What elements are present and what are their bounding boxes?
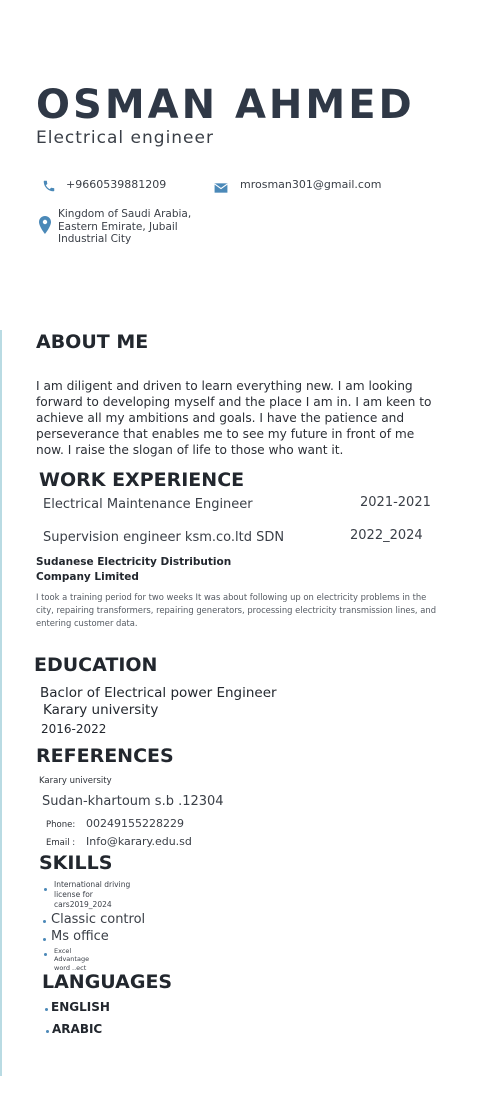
bullet-icon	[44, 953, 47, 956]
skills-heading: SKILLS	[39, 852, 113, 874]
address-line: Kingdom of Saudi Arabia,	[58, 208, 192, 220]
company-line: Company Limited	[36, 571, 139, 583]
reference-phone: 00249155228229	[86, 817, 184, 830]
address-line: Eastern Emirate, Jubail	[58, 220, 178, 233]
skill-line: Advantage	[54, 955, 90, 964]
job-title-2: Supervision engineer ksm.co.ltd SDN	[43, 530, 285, 545]
education-heading: EDUCATION	[34, 654, 158, 676]
skill-item	[54, 880, 164, 910]
reference-address: Sudan-khartoum s.b .12304	[42, 794, 224, 809]
work-description: I took a training period for two weeks It was about following up on electricity problems in the city, repairing transformers, repairing generators, processing electricity transmission lines, and entering customer data.	[36, 592, 437, 628]
language-item: ARABIC	[52, 1022, 103, 1036]
skill-item	[54, 947, 89, 972]
job-title: Electrical engineer	[36, 128, 214, 148]
bullet-icon	[43, 938, 46, 941]
skill-line: word ..ect	[54, 963, 87, 972]
reference-email-label: Email :	[46, 838, 76, 848]
work-heading: WORK EXPERIENCE	[39, 469, 245, 491]
company-name	[36, 555, 231, 585]
bullet-icon	[45, 1008, 48, 1011]
left-divider-line	[0, 330, 2, 1076]
contact-email[interactable]: mrosman301@gmail.com	[240, 178, 382, 191]
skill-item: Ms office	[51, 929, 109, 944]
job-years-2: 2022_2024	[350, 528, 423, 543]
bullet-icon	[46, 1030, 49, 1033]
about-text: I am diligent and driven to learn everything new. I am looking forward to developing myself and the place I am in. I am keen to achieve all my ambitions and goals. I have the patience and perseverance that enables me to see my future in front of me now. I raise the slogan of life to those who want it.	[36, 379, 432, 457]
job-title-1: Electrical Maintenance Engineer	[43, 497, 253, 512]
education-years: 2016-2022	[41, 722, 107, 736]
reference-org: Karary university	[39, 776, 112, 786]
bullet-icon	[43, 920, 46, 923]
skill-line: International driving	[54, 880, 131, 889]
phone-icon	[42, 178, 56, 192]
company-line: Sudanese Electricity Distribution	[36, 556, 232, 568]
skill-line: cars2019_2024	[54, 900, 112, 909]
contact-address	[58, 208, 191, 246]
skill-line: Excel	[54, 947, 72, 955]
reference-email[interactable]: Info@karary.edu.sd	[86, 835, 192, 848]
about-heading: ABOUT ME	[36, 331, 149, 353]
address-line: Industrial City	[58, 233, 132, 245]
bullet-icon	[44, 888, 47, 891]
location-pin-icon	[39, 216, 51, 234]
skill-line: license for	[54, 890, 93, 899]
contact-phone: +9660539881209	[66, 178, 167, 191]
skill-item: Classic control	[51, 912, 146, 927]
languages-heading: LANGUAGES	[42, 971, 173, 993]
resume-name: OSMAN AHMED	[36, 82, 415, 128]
mail-icon	[214, 179, 228, 191]
reference-phone-label: Phone:	[46, 820, 76, 830]
language-item: ENGLISH	[51, 1000, 110, 1014]
education-degree: Baclor of Electrical power Engineer	[40, 685, 277, 701]
references-heading: REFERENCES	[36, 745, 174, 767]
education-school: Karary university	[43, 702, 159, 718]
job-years-1: 2021-2021	[360, 495, 431, 510]
